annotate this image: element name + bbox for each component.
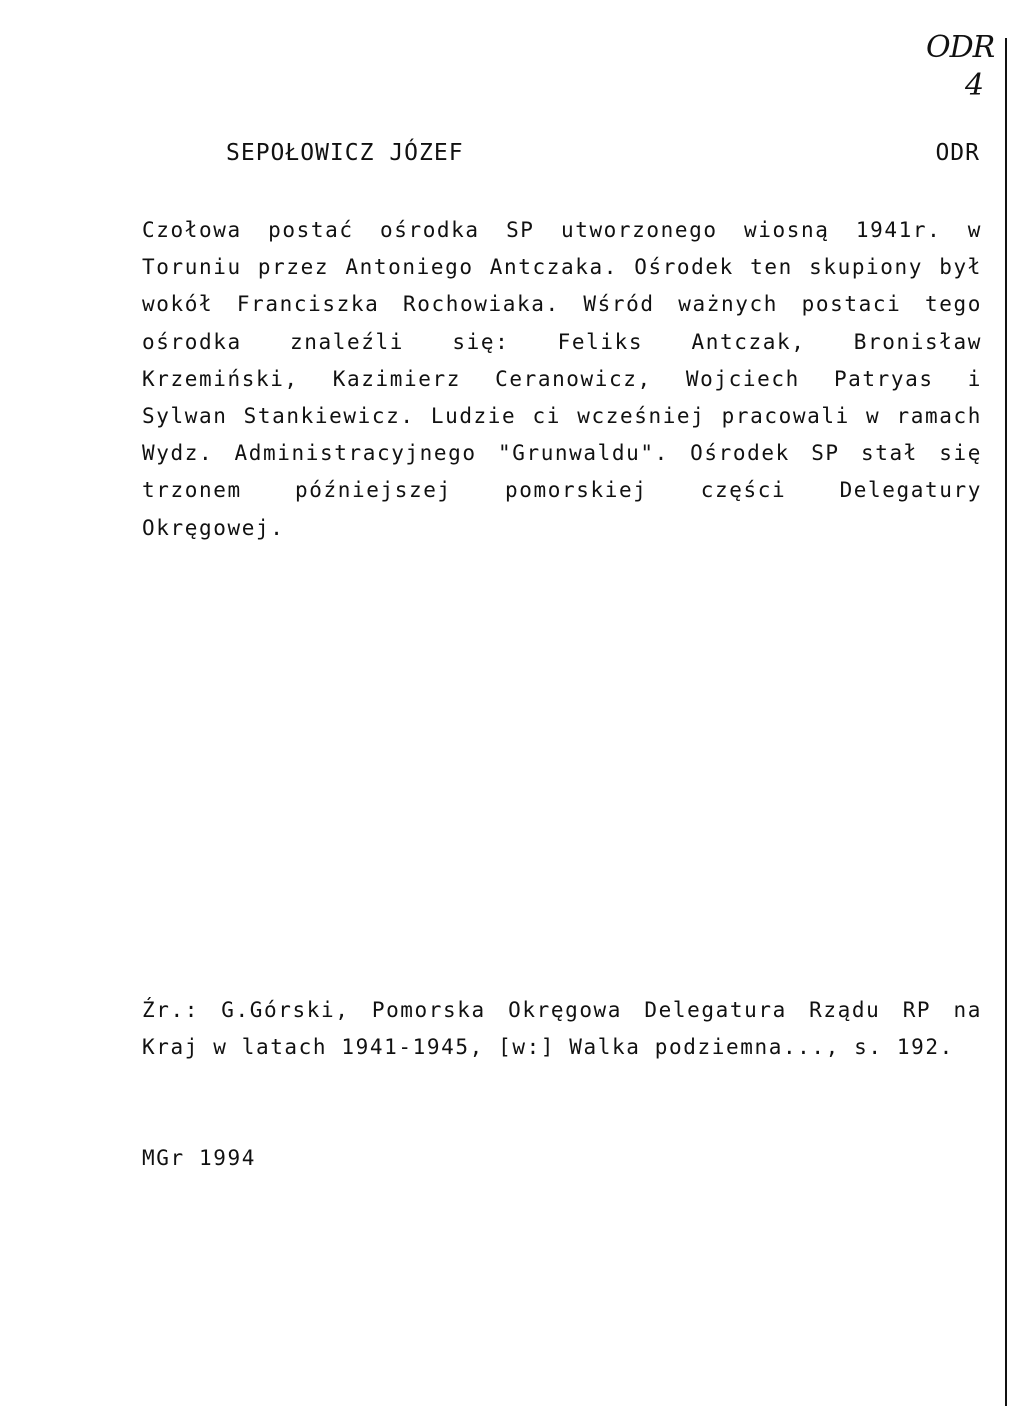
handwritten-code-annotation: ODR [926, 30, 995, 65]
document-header [226, 140, 980, 174]
source-citation: Źr.: G.Górski, Pomorska Okręgowa Delegatura Rządu RP na Kraj w latach 1941-1945, [w:] Walka podziemna..., s. 192. [142, 998, 982, 1060]
category-code: ODR [935, 140, 980, 166]
biography-paragraph: Czołowa postać ośrodka SP utworzonego wiosną 1941r. w Toruniu przez Antoniego Antczaka. Ośrodek ten skupiony był wokół Franciszka Rochowiaka. Wśród ważnych postaci tego ośrodka znaleźli się: Feliks Antczak, Bronisław Krzemiński, Kazimierz Ceranowicz, Wojciech Patryas i Sylwan Stankiewicz. Ludzie ci wcześniej pracowali w ramach Wydz. Administracyjnego "Grunwaldu". Ośrodek SP stał się trzonem późniejszej pomorskiej części Delegatury Okręgowej. [142, 218, 982, 540]
person-name-heading: SEPOŁOWICZ JÓZEF [226, 140, 464, 166]
author-signature: MGr 1994 [142, 1146, 256, 1170]
right-edge-rule [1005, 38, 1007, 1406]
handwritten-number-annotation: 4 [965, 68, 985, 103]
